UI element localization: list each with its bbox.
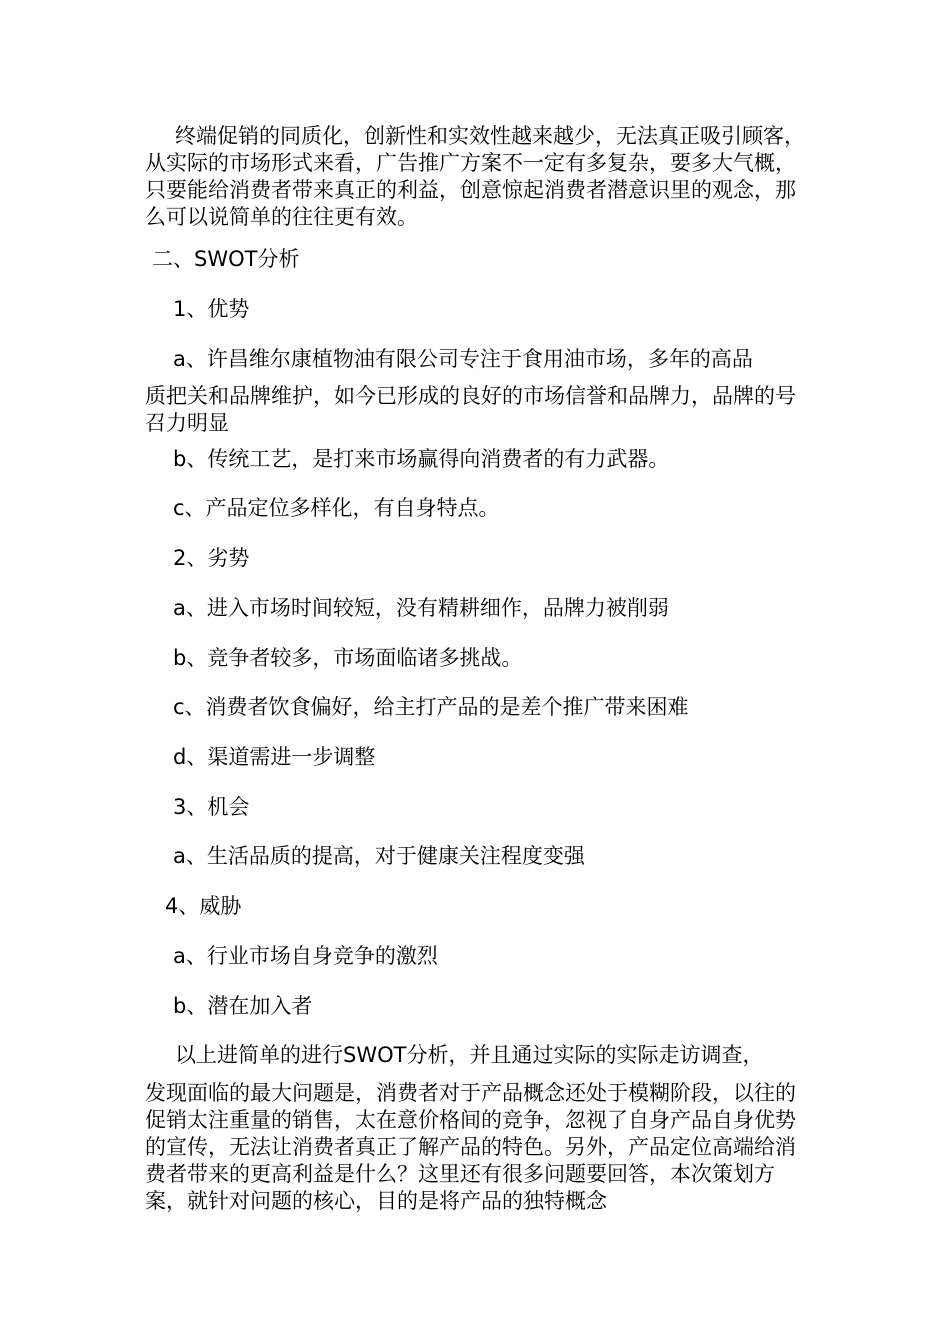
paragraph-intro: 终端促销的同质化，创新性和实效性越来越少，无法真正吸引顾客，从实际的市场形式来看，广告推广方案不一定有多复杂，要多大气概，只要能给消费者带来真正的利益，创意惊起消费者潜意识里的观念，那么可以说简单的往往更有效。: [145, 124, 805, 229]
strength-a-line1: [173, 346, 753, 373]
item-text: 、渠道需进一步调整: [186, 745, 376, 769]
item-text: 、传统工艺，是打来市场赢得向消费者的有力武器。: [186, 447, 670, 471]
item-letter: d: [173, 745, 187, 769]
item-letter: b: [173, 447, 187, 471]
weakness-d: [173, 744, 375, 771]
item-text: 、潜在加入者: [186, 994, 313, 1018]
section-threats: [165, 893, 241, 920]
item-text: 、行业市场自身竞争的激烈: [185, 944, 438, 968]
item-letter: a: [173, 347, 186, 371]
heading-swot-latin: SWOT: [194, 247, 258, 271]
strength-b: [173, 446, 669, 473]
final-line1: [175, 1042, 763, 1069]
section-label: 、机会: [186, 795, 250, 819]
final-text-a: 以上进简单的进行: [175, 1043, 343, 1067]
section-number: 4: [165, 894, 179, 918]
section-strengths: [173, 296, 249, 323]
strength-a-rest: 质把关和品牌维护，如今已形成的良好的市场信誉和品牌力，品牌的号召力明显: [145, 384, 796, 435]
item-text: 、生活品质的提高，对于健康关注程度变强: [185, 844, 585, 868]
item-letter: c: [173, 496, 185, 520]
opportunity-a: [173, 843, 585, 870]
final-text-b: 分析，并且通过实际的实际走访调查，: [406, 1043, 764, 1067]
item-text: 、产品定位多样化，有自身特点。: [184, 496, 500, 520]
item-letter: a: [173, 844, 186, 868]
final-text-latin: SWOT: [343, 1043, 407, 1067]
weakness-a: [173, 595, 669, 622]
section-weaknesses: [173, 545, 249, 572]
item-letter: a: [173, 944, 186, 968]
item-text: 、消费者饮食偏好，给主打产品的是差个推广带来困难: [184, 695, 689, 719]
item-letter: b: [173, 994, 187, 1018]
section-label: 、劣势: [186, 546, 250, 570]
item-text: 、许昌维尔康植物油有限公司专注于食用油市场，多年的高品: [185, 347, 753, 371]
section-number: 2: [173, 546, 187, 570]
section-number: 1: [173, 297, 187, 321]
item-text: 、竞争者较多，市场面临诸多挑战。: [186, 646, 523, 670]
item-letter: c: [173, 695, 185, 719]
item-letter: b: [173, 646, 187, 670]
weakness-c: [173, 694, 689, 721]
section-opportunities: [173, 794, 249, 821]
heading-swot-suffix: 分析: [257, 247, 300, 271]
threat-a: [173, 943, 438, 970]
section-number: 3: [173, 795, 187, 819]
section-label: 、威胁: [178, 894, 242, 918]
item-text: 、进入市场时间较短，没有精耕细作，品牌力被削弱: [185, 596, 669, 620]
threat-b: [173, 993, 312, 1020]
item-letter: a: [173, 596, 186, 620]
strength-c: [173, 495, 500, 522]
section-label: 、优势: [186, 297, 250, 321]
heading-swot: [152, 246, 299, 273]
weakness-b: [173, 645, 522, 672]
heading-swot-prefix: 二、: [152, 247, 194, 271]
final-paragraph-rest: 发现面临的最大问题是，消费者对于产品概念还处于模糊阶段，以往的促销太注重量的销售，太在意价格间的竞争，忽视了自身产品自身优势的宣传，无法让消费者真正了解产品的特色。另外，产品定位高端给消费者带来的更高利益是什么？这里还有很多问题要回答，本次策划方案，就针对问题的核心，目的是将产品的独特概念: [145, 1081, 796, 1213]
